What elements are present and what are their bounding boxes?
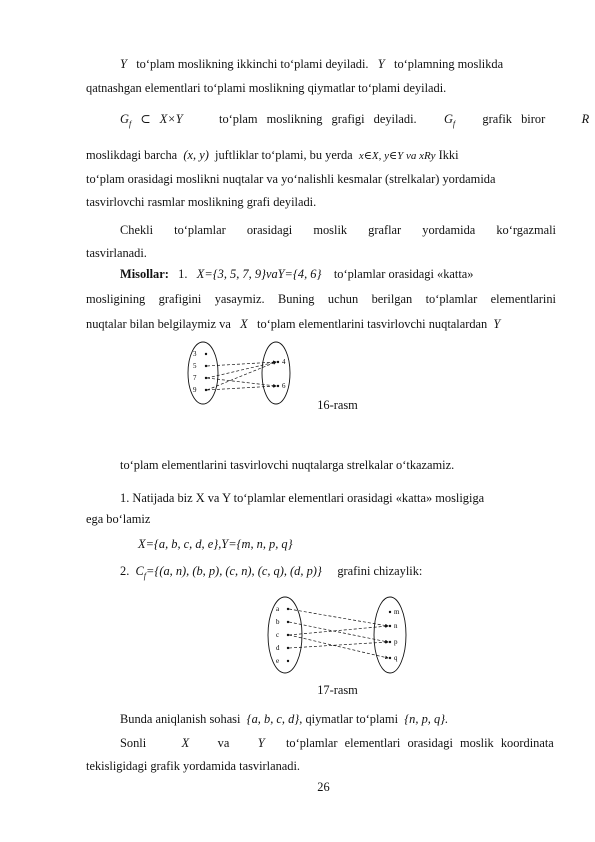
formula-range: {n, p, q}. (404, 712, 449, 726)
p3-line-1: Chekli to‘plamlar orasidagi moslik graflar yordamida ko‘rgazmali (120, 223, 556, 237)
node-dot (287, 660, 289, 662)
set-X-oval (268, 597, 302, 673)
node-dot (389, 657, 391, 659)
text: , qiymatlar to‘plami (299, 712, 399, 726)
symbol-X: X (181, 736, 190, 750)
node-label: 9 (193, 386, 197, 394)
formula-membership: x∈X, y∈Y va xRy (358, 150, 436, 162)
p2-line-3: to‘plam orasidagi moslikni nuqtalar va yo‘nalishli kesmalar (strelkalar) yordamida (86, 172, 496, 186)
node-dot (277, 385, 279, 387)
symbol-R: R (581, 112, 590, 126)
symbol-X: X (240, 317, 248, 331)
text: 1. (178, 267, 188, 281)
node-label: a (276, 605, 280, 613)
text: to‘plam elementlarini tasvirlovchi nuqtalardan (257, 317, 488, 331)
page-number: 26 (317, 780, 330, 794)
node-label: q (394, 654, 398, 662)
text: Bunda aniqlanish sohasi (120, 712, 241, 726)
arrow (289, 635, 388, 658)
node-dot (287, 608, 289, 610)
closing-line-2 (120, 735, 556, 752)
node-label: n (394, 622, 398, 630)
arrow (207, 386, 276, 390)
text: moslikdagi barcha (86, 148, 178, 162)
set-Y-oval (262, 342, 290, 404)
node-dot (205, 365, 207, 367)
node-label: c (276, 631, 280, 639)
node-label: e (276, 657, 280, 665)
node-dot (287, 634, 289, 636)
node-label: 5 (193, 362, 197, 370)
text: juftliklar to‘plami, bu yerda (215, 148, 353, 162)
text: Sonli (120, 736, 147, 750)
p2-line-1 (120, 111, 590, 132)
closing-line-1 (120, 711, 556, 728)
examples-heading: Misollar: (120, 267, 169, 281)
node-dot (389, 611, 391, 613)
node-label: d (276, 644, 280, 652)
p1-line-1 (120, 56, 556, 73)
text: to‘plam moslikning ikkinchi to‘plami deyiladi. (136, 57, 369, 71)
node-label: 4 (282, 358, 286, 366)
text: va (217, 736, 230, 750)
text: nuqtalar bilan belgilaymiz va (86, 317, 231, 331)
node-dot (389, 625, 391, 627)
formula-sets: X={a, b, c, d, e},Y={m, n, p, q} (138, 537, 293, 551)
p3-line-2: tasvirlanadi. (86, 246, 147, 260)
text: to‘plamning moslikda (394, 57, 504, 71)
text: Ikki (438, 148, 459, 162)
node-dot (389, 641, 391, 643)
formula-domain: {a, b, c, d} (246, 712, 300, 726)
node-label: p (394, 638, 398, 646)
arrow (289, 626, 388, 635)
node-dot (277, 361, 279, 363)
symbol-Y: Y (377, 57, 385, 71)
after16-line-3: ega bo‘lamiz (86, 512, 151, 526)
node-label: b (276, 618, 280, 626)
p4-line-1 (120, 266, 556, 283)
p2-line-4: tasvirlovchi rasmlar moslikning grafi deyiladi. (86, 195, 317, 209)
figure-16-graph (186, 339, 298, 407)
p2-line-2 (86, 147, 556, 165)
node-dot (287, 621, 289, 623)
node-dot (287, 647, 289, 649)
p4-line-2: mosligining grafigini yasaymiz. Buning uchun berilgan to‘plamlar elementlarini (86, 292, 556, 306)
figure-17-caption: 17-rasm (317, 683, 358, 697)
symbol-Y: Y (120, 57, 127, 71)
text: to‘plamlar orasidagi «katta» (333, 267, 474, 281)
node-label: 3 (193, 350, 197, 358)
text: to‘plam moslikning grafigi deyiladi. (219, 112, 417, 126)
figure-17-graph (266, 594, 412, 676)
p4-line-3 (86, 316, 556, 333)
node-dot (205, 377, 207, 379)
text: grafini chizaylik: (337, 564, 423, 578)
formula-Gf-subset: $G_f$ ⊂ X×Y (120, 112, 183, 129)
arrow (289, 642, 388, 648)
sets-formula (138, 536, 595, 553)
arrow (289, 622, 388, 642)
text: grafik biror (482, 112, 546, 126)
symbol-Y: Y (257, 736, 265, 750)
node-label: 7 (193, 374, 197, 382)
arrow (289, 609, 388, 626)
node-dot (205, 389, 207, 391)
symbol-Y: Y (493, 317, 501, 331)
item2-line (120, 563, 556, 584)
after16-line-1: to‘plam elementlarini tasvirlovchi nuqtalarga strelkalar o‘tkazamiz. (120, 458, 455, 472)
closing-line-3: tekisligidagi grafik yordamida tasvirlanadi. (86, 759, 301, 773)
set-Y-oval (374, 597, 406, 673)
node-label: m (394, 608, 400, 616)
formula-xy: (x, y) (183, 148, 209, 162)
item-number: 2. (120, 564, 130, 578)
text: to‘plamlar elementlari orasidagi moslik koordinata (285, 736, 554, 750)
formula-Cf: $C_f=\{(a$, n), (b, p), (c, n), (c, q), (d, p)} (135, 564, 322, 581)
formula-sets: X={3, 5, 7, 9}vaY={4, 6} (196, 267, 322, 281)
formula-Gf: $G_f$ (443, 112, 456, 129)
after16-line-2: 1. Natijada biz X va Y to‘plamlar elementlari orasidagi «katta» mosligiga (120, 491, 485, 505)
node-label: 6 (282, 382, 286, 390)
figure-16-caption: 16-rasm (317, 398, 358, 412)
p1-line-2: qatnashgan elementlari to‘plami moslikning qiymatlar to‘plami deyiladi. (86, 81, 447, 95)
node-dot (205, 353, 207, 355)
